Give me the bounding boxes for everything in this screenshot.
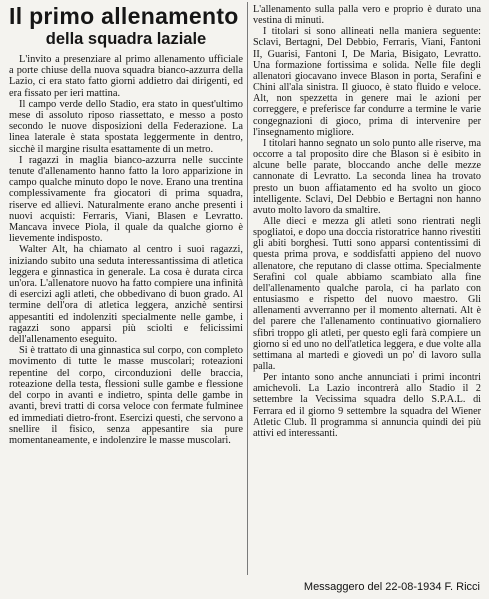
article-paragraph: Il campo verde dello Stadio, era stato in quest'ultimo mese di assoluto riposo riassettato, e messo a posto secondo le nuove disposizioni della Federazione. La linea laterale è stata spostata leggermente in dentro, sicchè il margine risulta esattamente di un metro. <box>9 98 243 155</box>
article-paragraph: I titolari si sono allineati nella maniera seguente: Sclavi, Bertagni, Del Debbio, Ferraris, Viani, Fantoni II, Guarisi, Fantoni I, De Maria, Bisigato, Levratto. Una formazione fortissima e solida. Nelle file degli allenatori giocavano invece Blason in porta, Serafini e Chini all'ala sinistra. Il giuoco, è stato fluido e veloce. Alt, non spezzetta in genere mai le azioni per correggere, e preferisce far condurre a termine le varie congegnazioni di gioco, prima di intervenire per l'insegnamento migliore. <box>253 26 481 138</box>
headline: Il primo allenamento <box>9 4 239 29</box>
article-paragraph: L'invito a presenziare al primo allenamento ufficiale a porte chiuse della nuova squadra bianco-azzurra della Lazio, ci era stato fatto giorni addietro dai dirigenti, ed era fissato per ieri mattina. <box>9 54 243 99</box>
article-paragraph: L'allenamento sulla palla vero e proprio è durato una vestina di minuti. <box>253 4 481 27</box>
article-paragraph: Walter Alt, ha chiamato al centro i suoi ragazzi, iniziando subito una seduta interessantissima di atletica leggera e ginnastica in generale. La cosa è durata circa un'ora. L'allenatore nuovo ha fatto compiere una infinità di esercizi agli atleti, che obbedivano di buon grado. Al termine dell'ora di atletica leggera, anzichè sentirsi appesantiti ed indolenziti specialmente nelle gambe, i ragazzi sono apparsi più sciolti e felicissimi dell'allenamento eseguito. <box>9 244 243 346</box>
article-paragraph: I ragazzi in maglia bianco-azzurra nelle succinte tenute d'allenamento hanno fatto la loro apparizione in campo qualche minuto dopo le nove. Erano una trentina complessivamente fra giocatori di prima squadra, riserve ed allievi. Naturalmente erano anche presenti i nuovi acquisti: Ferraris, Viani, Blasen e Levratto. Mancava invece Piola, il quale da qualche giorno è lievemente indisposto. <box>9 154 243 245</box>
subheadline: della squadra laziale <box>45 30 207 48</box>
left-column <box>9 4 243 577</box>
article-columns <box>9 4 481 577</box>
article-paragraph: Per intanto sono anche annunciati i primi incontri amichevoli. La Lazio incontrerà allo Stadio il 2 settembre la Vecissima squadra dello S.P.A.L. di Ferrara ed il giorno 9 settembre la squadra del Wiener Atletic Club. Il programma si annuncia quindi dei più attivi ed interessanti. <box>253 372 481 439</box>
source-caption: Messaggero del 22-08-1934 F. Ricci <box>303 581 480 593</box>
article-paragraph: I titolari hanno segnato un solo punto alle riserve, ma occorre a tal proposito dire che Blason si è esibito in alcune belle parate, bloccando anche delle mezze cannonate di Levratto. La seconda linea ha trovato presto un buon affiatamento ed ha svolto un gioco intelligente. Sclavi, Del Debbio e Bertagni non hanno avuto molto lavoro da smaltire. <box>253 137 481 216</box>
article-paragraph: Alle dieci e mezza gli atleti sono rientrati negli spogliatoi, e dopo una doccia ristoratrice hanno rivestiti gli abiti borghesi. Tutti sono apparsi contentissimi di questa prima prova, e soddisfatti appieno del nuovo allenatore, che reputano di classe ottima. Specialmente Serafini col quale abbiamo scambiato alla fine dell'allenamento qualche parola, ci ha parlato con entusiasmo e rispetto del nuovo maestro. Gli allenamenti avverranno per il momento alternati. Alt è del parere che l'allenamento continuativo giornaliero sfibri troppo gli atleti, per questo egli farà compiere un giorno si ed uno no dell'atletica leggera, e due volte alla settimana al martedì e giovedì un po' di lavoro sulla palla. <box>253 215 481 372</box>
right-column <box>253 4 481 577</box>
article-paragraph: Si è trattato di una ginnastica sul corpo, con completo movimento di tutte le masse muscolari; roteazioni repentine del corpo, circonduzioni delle braccia, roteazione della testa, flessioni sulle gambe e flessione del corpo in avanti e indietro, spinta delle gambe in avanti, brevi tratti di corsa veloce con fermate fulminee ed immediati dietro-front. Esercizi questi, che servono a snellire il fisico, senza appesantire sia pure momentaneamente, e indolenzire le masse muscolari. <box>9 345 243 446</box>
